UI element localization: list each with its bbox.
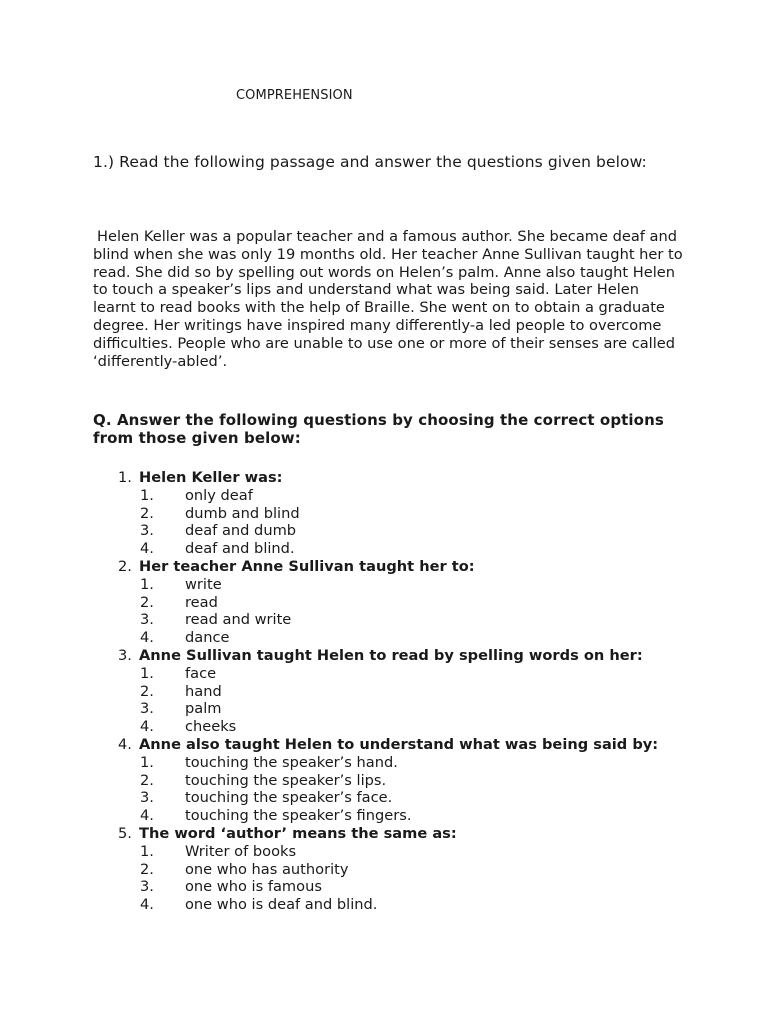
option-item <box>118 807 678 825</box>
option-number: 4. <box>140 896 154 914</box>
option-item <box>118 861 678 879</box>
option-number: 1. <box>140 575 154 593</box>
option-number: 1. <box>140 486 154 504</box>
option-text: write <box>185 575 222 593</box>
option-number: 3. <box>140 700 154 718</box>
option-list <box>118 487 678 558</box>
question-text: Her teacher Anne Sullivan taught her to: <box>139 557 475 575</box>
option-item <box>118 594 678 612</box>
option-item <box>118 772 678 790</box>
question-text: Anne Sullivan taught Helen to read by spelling words on her: <box>139 646 643 664</box>
option-item <box>118 629 678 647</box>
question-number: 3. <box>118 646 132 664</box>
question-item <box>118 469 678 558</box>
option-text: cheeks <box>185 718 237 736</box>
option-number: 3. <box>140 522 154 540</box>
question-item <box>118 558 678 647</box>
question-number: 5. <box>118 824 132 842</box>
option-text: dance <box>185 629 230 647</box>
question-number: 2. <box>118 557 132 575</box>
option-item <box>118 789 678 807</box>
instruction-text: 1.) Read the following passage and answer the questions given below: <box>93 153 647 171</box>
option-number: 2. <box>140 593 154 611</box>
option-number: 2. <box>140 504 154 522</box>
option-item <box>118 540 678 558</box>
option-text: dumb and blind <box>185 504 300 522</box>
option-item <box>118 718 678 736</box>
option-text: only deaf <box>185 486 253 504</box>
option-text: one who has authority <box>185 860 349 878</box>
option-text: face <box>185 664 217 682</box>
option-number: 3. <box>140 878 154 896</box>
option-text: touching the speaker’s lips. <box>185 771 387 789</box>
option-list <box>118 665 678 736</box>
option-item <box>118 878 678 896</box>
option-number: 1. <box>140 842 154 860</box>
option-text: read <box>185 593 218 611</box>
question-text: The word ‘author’ means the same as: <box>139 824 457 842</box>
option-number: 4. <box>140 807 154 825</box>
question-item <box>118 647 678 736</box>
option-item <box>118 665 678 683</box>
option-item <box>118 505 678 523</box>
option-number: 1. <box>140 753 154 771</box>
option-text: Writer of books <box>185 842 297 860</box>
option-number: 2. <box>140 771 154 789</box>
question-item <box>118 825 678 914</box>
option-text: touching the speaker’s hand. <box>185 753 398 771</box>
option-list <box>118 754 678 825</box>
option-item <box>118 683 678 701</box>
option-item <box>118 522 678 540</box>
option-number: 4. <box>140 540 154 558</box>
option-text: deaf and dumb <box>185 522 297 540</box>
option-number: 3. <box>140 611 154 629</box>
option-list <box>118 576 678 647</box>
question-number: 1. <box>118 469 132 486</box>
option-item <box>118 896 678 914</box>
option-text: read and write <box>185 611 292 629</box>
option-text: hand <box>185 682 222 700</box>
option-text: one who is famous <box>185 878 322 896</box>
option-text: touching the speaker’s face. <box>185 789 393 807</box>
option-item <box>118 611 678 629</box>
document-title: COMPREHENSION <box>236 88 353 103</box>
option-list <box>118 843 678 914</box>
option-number: 2. <box>140 860 154 878</box>
option-text: deaf and blind. <box>185 540 295 558</box>
option-item <box>118 487 678 505</box>
option-number: 2. <box>140 682 154 700</box>
option-item <box>118 700 678 718</box>
option-item <box>118 843 678 861</box>
option-number: 1. <box>140 664 154 682</box>
option-number: 4. <box>140 718 154 736</box>
option-number: 3. <box>140 789 154 807</box>
question-text: Helen Keller was: <box>139 469 283 486</box>
question-item <box>118 736 678 825</box>
option-text: touching the speaker’s fingers. <box>185 807 412 825</box>
question-text: Anne also taught Helen to understand what was being said by: <box>139 735 659 753</box>
question-heading: Q. Answer the following questions by choosing the correct options from those given below: <box>93 411 664 447</box>
option-item <box>118 576 678 594</box>
option-number: 4. <box>140 629 154 647</box>
option-text: palm <box>185 700 222 718</box>
question-number: 4. <box>118 735 132 753</box>
option-text: one who is deaf and blind. <box>185 896 378 914</box>
passage-text: Helen Keller was a popular teacher and a famous author. She became deaf and blind when she was only 19 months old. Her teacher Anne Sullivan taught her to read. She did so by spelling out words on Helen’s palm. Anne also taught Helen to touch a speaker’s lips and understand what was being said. Later Helen learnt to read books with the help of Braille. She went on to obtain a graduate degree. Her writings have inspired many differently-a led people to overcome difficulties. People who are unable to use one or more of their senses are called ‘differently-abled’. <box>93 228 683 370</box>
option-item <box>118 754 678 772</box>
question-list <box>118 469 678 914</box>
